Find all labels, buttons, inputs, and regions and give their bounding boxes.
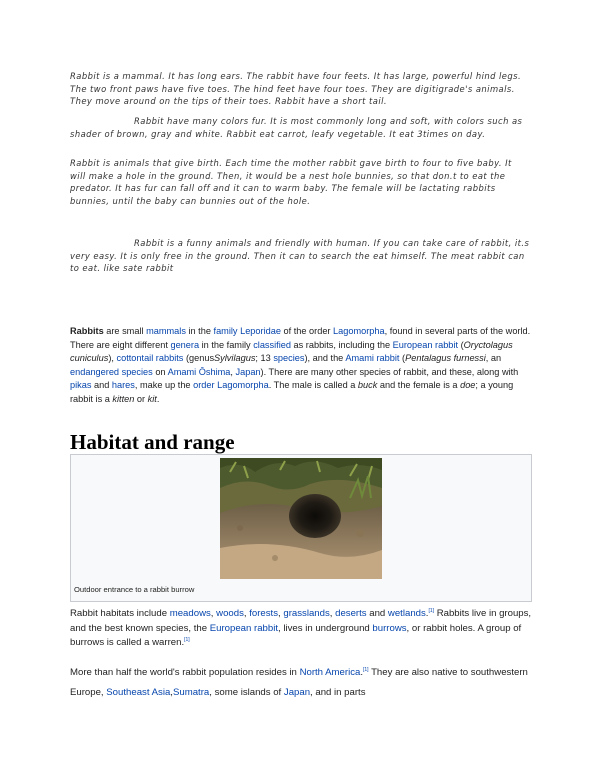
text-run: ), and the (304, 353, 346, 364)
text-run: and the female is a (377, 380, 461, 391)
text-run: , an (485, 353, 502, 364)
text-run: Rabbit habitats include (70, 608, 170, 619)
reference-link[interactable]: [1] (363, 666, 369, 673)
link-sumatra[interactable]: Sumatra (172, 687, 210, 698)
text-run: ), (108, 353, 117, 364)
link-wetlands[interactable]: wetlands (387, 608, 426, 619)
text-run: ). There are many other species of rabbit, and these, along with (260, 366, 519, 377)
text-run: . The male is called a (268, 380, 358, 391)
text-run: , (230, 366, 236, 377)
italic-term: buck (357, 380, 378, 391)
text-run: , some islands of (209, 687, 284, 698)
text-run: , found in several parts of the world. There are eight different (70, 326, 531, 350)
reference-link[interactable]: [1] (184, 637, 190, 643)
text-run: , (170, 687, 173, 698)
link-endangered-species[interactable]: endangered species (70, 366, 153, 377)
text-run: and (366, 608, 388, 619)
essay-paragraph-3: Rabbit is animals that give birth. Each time the mother rabbit gave birth to four to five baby. It will make a hole in the ground. Then, it would be a nest hole bunnies, so that don.t to eat the predator. It has fur can fall off and it can to warm baby. The female will be lactating rabbits bunnies, until the baby can bunnies out of the hole. (70, 158, 512, 207)
text-run: They are also native to southwestern Europe, (70, 667, 528, 698)
text-run: as rabbits, including the (290, 339, 393, 350)
text-run: (genus (183, 353, 215, 364)
link-meadows[interactable]: meadows (169, 608, 211, 619)
bold-term: Rabbits (70, 326, 104, 336)
link-southeast-asia[interactable]: Southeast Asia (106, 687, 171, 698)
text-run: , (278, 608, 284, 619)
text-run: in the family (199, 339, 254, 350)
rabbit-burrow-photo[interactable] (220, 458, 382, 579)
link-classified[interactable]: classified (253, 339, 291, 350)
link-lagomorpha[interactable]: Lagomorpha (333, 326, 385, 336)
link-deserts[interactable]: deserts (335, 608, 367, 619)
link-cottontail-rabbits[interactable]: cottontail rabbits (116, 353, 184, 364)
text-run: of the order (280, 326, 334, 336)
intro-paragraph (70, 325, 532, 407)
italic-term: Sylvilagus (214, 353, 256, 364)
link-european-rabbit[interactable]: European rabbit (209, 622, 279, 634)
text-run: , and in parts (310, 687, 366, 698)
text-run: , (329, 608, 336, 619)
link-family[interactable]: family (213, 326, 238, 336)
text-run: . (425, 608, 429, 619)
link-amami-oshima[interactable]: Amami Ōshima (167, 366, 231, 377)
text-run: . (360, 667, 364, 678)
link-forests[interactable]: forests (249, 608, 279, 619)
text-run: ; 13 (255, 353, 274, 364)
essay-paragraph-1: Rabbit is a mammal. It has long ears. The rabbit have four feets. It has large, powerful hind legs. The two front paws have five toes. The hind feet have four toes. They are digitigrade's animals. They move around on the tips of their toes. Rabbit have a short tail. (70, 71, 522, 107)
text-run: Rabbits live in groups, and the best known species, the (70, 608, 532, 634)
text-run: , make up the (134, 380, 194, 391)
link-burrows[interactable]: burrows (372, 622, 407, 634)
link-european-rabbit[interactable]: European rabbit (392, 339, 459, 350)
link-japan[interactable]: Japan (235, 366, 261, 377)
section-heading-habitat: Habitat and range (70, 430, 532, 457)
text-run: or (134, 393, 148, 404)
text-run: , (210, 608, 217, 619)
essay-paragraph-4: Rabbit is a funny animals and friendly with human. If you can take care of rabbit, it.s very easy. It is only free in the ground. Then it can to search the eat himself. The meat rabbit can to eat. like sate rabbit (70, 238, 530, 274)
link-order-lagomorpha[interactable]: order Lagomorpha (193, 380, 269, 391)
link-amami-rabbit[interactable]: Amami rabbit (345, 353, 400, 364)
italic-term: kitten (112, 393, 135, 404)
link-grasslands[interactable]: grasslands (283, 608, 330, 619)
link-hares[interactable]: hares (111, 380, 135, 391)
text-run: More than half the world's rabbit population resides in (70, 667, 300, 678)
reference-link[interactable]: [1] (428, 607, 435, 614)
link-pikas[interactable]: pikas (70, 380, 92, 391)
image-thumbnail (70, 454, 532, 602)
text-run: , lives in underground (278, 622, 373, 634)
italic-term: doe (460, 380, 476, 391)
link-species[interactable]: species (273, 353, 305, 364)
text-run: ; a young rabbit is a (70, 380, 514, 404)
link-leporidae[interactable]: Leporidae (240, 326, 281, 336)
italic-term: Oryctolagus cuniculus (70, 339, 513, 364)
link-woods[interactable]: woods (216, 608, 244, 619)
text-run: in the (185, 326, 214, 336)
habitat-paragraph-1 (70, 607, 532, 651)
italic-term: Pentalagus furnessi (405, 353, 486, 364)
text-run: . (156, 393, 160, 404)
link-north-america[interactable]: North America (299, 667, 361, 678)
habitat-paragraph-2 (70, 663, 532, 703)
text-run: ( (458, 339, 464, 350)
link-genera[interactable]: genera (170, 339, 200, 350)
text-run: and (91, 380, 112, 391)
text-run: , or rabbit holes. A group of burrows is called a warren. (70, 622, 522, 649)
text-run: on (152, 366, 168, 377)
italic-term: kit (147, 393, 157, 404)
link-japan[interactable]: Japan (283, 687, 311, 698)
link-mammals[interactable]: mammals (146, 326, 186, 336)
text-run: are small (103, 326, 147, 336)
essay-paragraph-2: Rabbit have many colors fur. It is most commonly long and soft, with colors such as shader of brown, gray and white. Rabbit eat carrot, leafy vegetable. It eat 3times on day. (70, 116, 523, 139)
text-run: , (243, 608, 250, 619)
text-run: ( (399, 353, 406, 364)
image-caption: Outdoor entrance to a rabbit burrow (74, 585, 195, 594)
